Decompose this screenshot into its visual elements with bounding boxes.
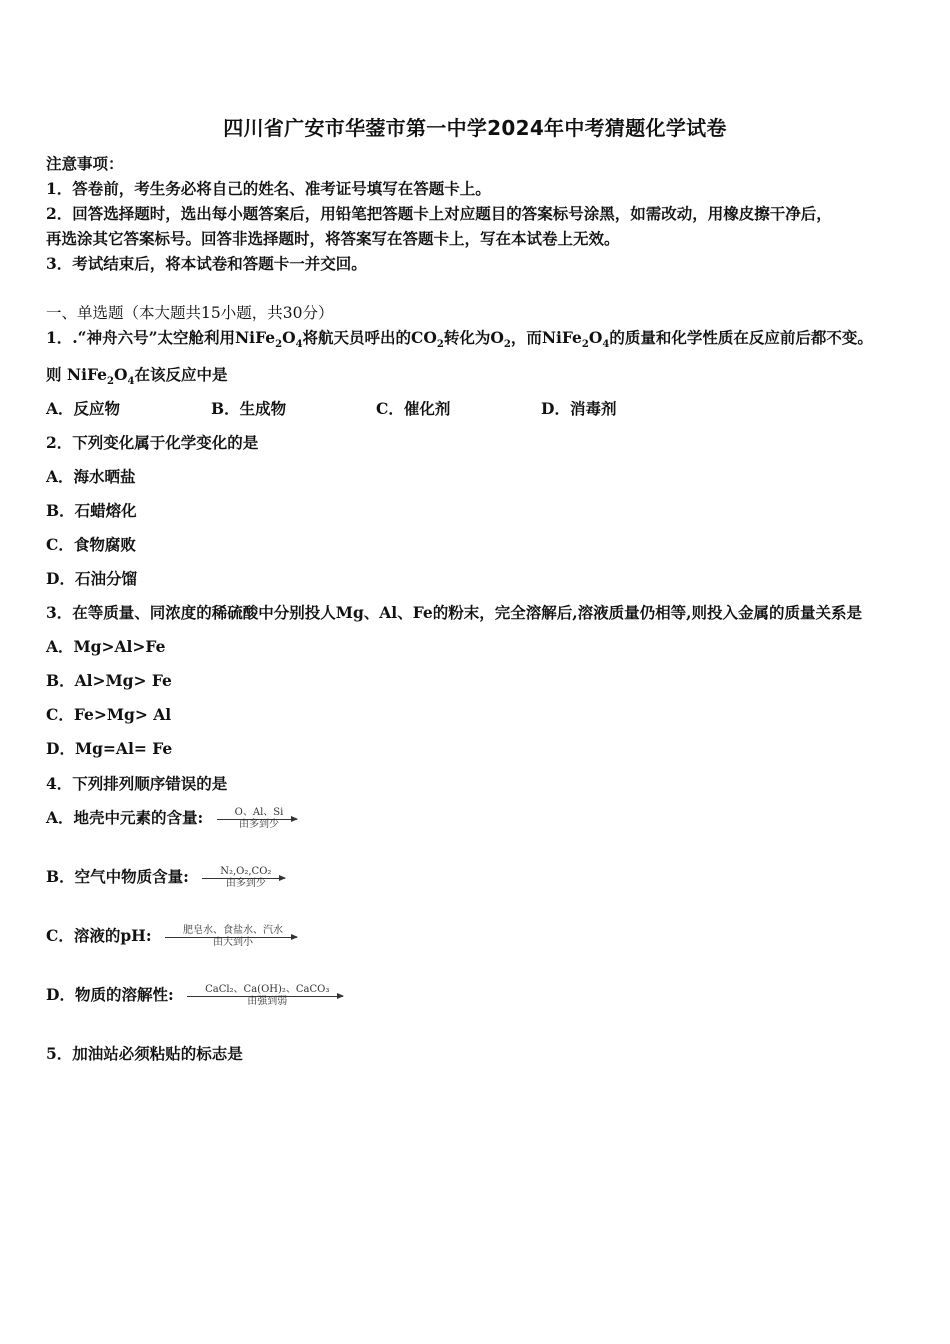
q3-option-c[interactable]: C．Fe>Mg> Al	[46, 705, 172, 724]
notice-item-1: 1．答卷前，考生务必将自己的姓名、准考证号填写在答题卡上。	[46, 179, 491, 198]
q2-option-d[interactable]: D．石油分馏	[46, 569, 137, 588]
notice-item-3: 3．考试结束后，将本试卷和答题卡一并交回。	[46, 254, 367, 273]
exam-title: 四川省广安市华蓥市第一中学2024年中考猜题化学试卷	[223, 116, 727, 140]
question-4-stem: 4．下列排列顺序错误的是	[46, 774, 228, 793]
question-2-stem: 2．下列变化属于化学变化的是	[46, 433, 259, 452]
arrow-icon	[187, 996, 343, 997]
question-1-stem: 1．.“神舟六号”太空舱利用$NiFe_2O_4$将航天员呼出的$CO_2$转化为$O_2$，而$NiFe_2O_4$的质量和化学性质在反应前后都不变。	[46, 328, 873, 351]
q3-option-d[interactable]: D．Mg=Al= Fe	[46, 739, 173, 758]
q4-c-order-arrow: 肥皂水、食盐水、汽水 由大到小	[165, 925, 297, 949]
q4-a-order-arrow: O、Al、Si 由多到少	[217, 807, 298, 831]
q4-option-c[interactable]: C．溶液的pH: 肥皂水、食盐水、汽水 由大到小	[46, 924, 297, 949]
q4-option-d[interactable]: D．物质的溶解性: CaCl₂、Ca(OH)₂、CaCO₃ 由强到弱	[46, 983, 343, 1008]
arrow-icon	[165, 937, 297, 938]
section-heading: 一、单选题（本大题共15小题，共30分）	[46, 304, 334, 322]
q4-d-order-arrow: CaCl₂、Ca(OH)₂、CaCO₃ 由强到弱	[187, 984, 343, 1008]
question-3-stem: 3．在等质量、同浓度的稀硫酸中分别投人Mg、Al、Fe的粉末，完全溶解后,溶液质量仍相等,则投入金属的质量关系是	[46, 603, 863, 622]
arrow-icon	[217, 819, 298, 820]
notice-item-2-cont: 再选涂其它答案标号。回答非选择题时，将答案写在答题卡上，写在本试卷上无效。	[46, 229, 620, 248]
q4-option-b[interactable]: B．空气中物质含量: N₂,O₂,CO₂ 由多到少	[46, 865, 285, 890]
question-1-stem-cont: 则 $NiFe_2O_4$在该反应中是	[46, 365, 228, 388]
q2-option-b[interactable]: B．石蜡熔化	[46, 501, 137, 520]
q1-option-b[interactable]: B．生成物	[211, 399, 287, 418]
q2-option-a[interactable]: A．海水晒盐	[46, 467, 136, 486]
question-5-stem: 5．加油站必须粘贴的标志是	[46, 1044, 243, 1063]
q1-option-d[interactable]: D．消毒剂	[541, 399, 617, 418]
q4-b-order-arrow: N₂,O₂,CO₂ 由多到少	[202, 866, 285, 890]
q3-option-a[interactable]: A．Mg>Al>Fe	[46, 637, 166, 656]
q2-option-c[interactable]: C．食物腐败	[46, 535, 136, 554]
notice-heading: 注意事项：	[46, 154, 124, 173]
question-1-options	[46, 397, 706, 419]
q3-option-b[interactable]: B．Al>Mg> Fe	[46, 671, 172, 690]
notice-item-2: 2．回答选择题时，选出每小题答案后，用铅笔把答题卡上对应题目的答案标号涂黑，如需改动，用橡皮擦干净后，	[46, 204, 832, 223]
q1-option-a[interactable]: A．反应物	[46, 399, 121, 418]
q4-option-a[interactable]: A．地壳中元素的含量: O、Al、Si 由多到少	[46, 806, 297, 831]
q1-option-c[interactable]: C．催化剂	[376, 399, 451, 418]
arrow-icon	[202, 878, 285, 879]
